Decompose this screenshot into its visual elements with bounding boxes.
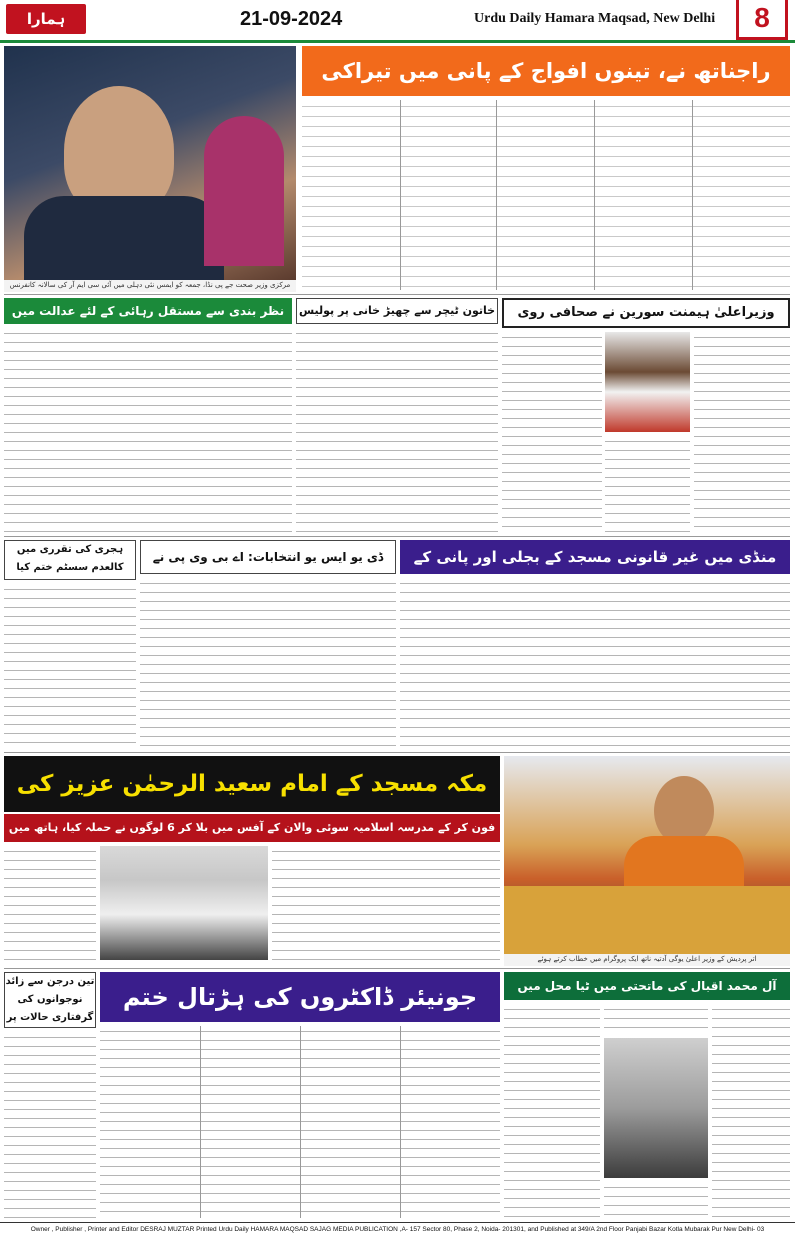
nadda-photo-caption: مرکزی وزیر صحت جے پی نڈا، جمعہ کو ایمس نئی دہلی میں آئی سی ایم آر کی سالانہ کانفرنس xyxy=(4,280,296,292)
fog-article-col2 xyxy=(504,1004,600,1218)
arrest-headline: تین درجن سے زائد نوجوانوں کی گرفتاری حالات پر xyxy=(4,972,96,1028)
page-number: 8 xyxy=(736,0,788,40)
hemant-headline: وزیراعلیٰ ہیمنت سورین نے صحافی روی xyxy=(502,298,790,328)
fog-spray-photo xyxy=(604,1038,708,1178)
yogi-adityanath-photo xyxy=(504,756,790,954)
issue-date: 21-09-2024 xyxy=(240,8,343,30)
fog-article-top xyxy=(604,1004,708,1034)
mecca-article-col2 xyxy=(4,846,96,960)
mirwaiz-article-body xyxy=(4,328,292,532)
hemant-article-col1 xyxy=(694,332,790,532)
rajnath-article-body xyxy=(302,100,790,290)
teacher-article-body xyxy=(296,328,498,532)
rajnath-headline: راجناتھ نے، تینوں افواج کے پانی میں تیراکی xyxy=(302,46,790,96)
hemant-article-col2 xyxy=(502,332,602,532)
fog-spray-headline: آل محمد اقبال کی ماتحتی میں ٹیا محل میں xyxy=(504,972,790,1000)
section-rule xyxy=(4,752,790,753)
yogi-photo-caption: اتر پردیش کے وزیر اعلیٰ یوگی آدتیہ ناتھ ایک پروگرام میں خطاب کرتے ہوئے xyxy=(504,954,790,966)
mandi-headline: منڈی میں غیر قانونی مسجد کے بجلی اور پانی کے xyxy=(400,540,790,574)
header-divider xyxy=(0,40,795,43)
section-rule xyxy=(4,968,790,969)
arrest-article-body xyxy=(4,1032,96,1218)
column-rule xyxy=(692,100,693,290)
ravi-prakash-photo xyxy=(605,332,690,432)
mecca-imam-subheadline: فون کر کے مدرسہ اسلامیہ سوئی والان کے آفس میں بلا کر 6 لوگوں نے حملہ کیا، ہاتھ میں xyxy=(4,814,500,842)
teacher-headline: خاتون ٹیچر سے چھیڑ خانی پر پولیس xyxy=(296,298,498,324)
column-rule xyxy=(200,1026,201,1218)
jp-nadda-photo xyxy=(4,46,296,280)
column-rule xyxy=(400,1026,401,1218)
appointment-headline: ہجری کی تقرری میں کالعدم سسٹم ختم کیا xyxy=(4,540,136,580)
junior-doctors-headline: جونیئر ڈاکٹروں کی ہڑتال ختم xyxy=(100,972,500,1022)
appointment-article-body xyxy=(4,584,136,748)
column-rule xyxy=(594,100,595,290)
section-rule xyxy=(4,536,790,537)
mecca-article-body xyxy=(272,846,500,960)
hemant-article-col3 xyxy=(605,436,690,532)
newspaper-logo: ہمارا xyxy=(6,4,86,34)
fog-article-col1 xyxy=(712,1004,790,1218)
column-rule xyxy=(300,1026,301,1218)
paper-name: Urdu Daily Hamara Maqsad, New Delhi xyxy=(474,11,716,26)
mirwaiz-headline: نظر بندی سے مستقل رہائی کے لئے عدالت میں xyxy=(4,298,292,324)
mecca-imam-headline: مکہ مسجد کے امام سعید الرحمٰن عزیز کی xyxy=(4,756,500,812)
column-rule xyxy=(400,100,401,290)
dusu-article-body xyxy=(140,578,396,748)
publisher-imprint: Owner , Publisher , Printer and Editor DESRAJ MUZTAR Printed Urdu Daily HAMARA MAQSAD SAJAG MEDIA PUBLICATION ,A- 157 Sector 80, Phase 2, Noida- 201301, and Published at 349/A 2nd Floor Panjabi Bazar Kotla Mubarak Pur New Delhi- 03 xyxy=(0,1222,795,1236)
dusu-headline: ڈی یو ایس یو انتخابات: اے بی وی پی نے xyxy=(140,540,396,574)
section-rule xyxy=(4,294,790,295)
column-rule xyxy=(496,100,497,290)
fog-article-bottom xyxy=(604,1182,708,1218)
mecca-group-photo xyxy=(100,846,268,960)
mandi-article-body xyxy=(400,578,790,748)
